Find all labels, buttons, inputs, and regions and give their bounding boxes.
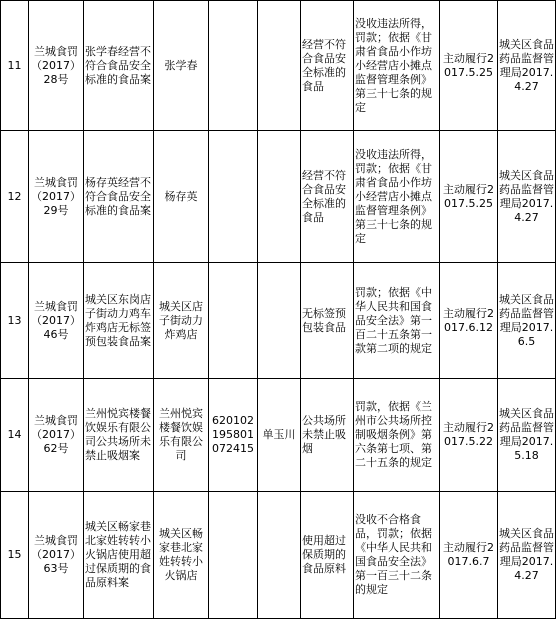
decision-number-cell: 兰城食罚（2017）28号 <box>29 1 84 131</box>
legal-representative-cell: 单玉川 <box>258 379 301 492</box>
performance-cell: 主动履行2017.6.7 <box>440 492 498 619</box>
performance-cell: 主动履行2017.6.12 <box>440 263 498 379</box>
penalty-basis-cell: 没收不合格食品，罚款；依据《中华人民共和国食品安全法》第一百三十二条的规定 <box>354 492 440 619</box>
id-number-cell <box>209 1 258 131</box>
table-row <box>1 379 556 492</box>
row-index-cell: 15 <box>1 492 29 619</box>
party-name-cell: 城关区店子街动力炸鸡店 <box>154 263 209 379</box>
performance-cell: 主动履行2017.5.25 <box>440 131 498 263</box>
decision-number-cell: 兰城食罚（2017）63号 <box>29 492 84 619</box>
legal-representative-cell <box>258 1 301 131</box>
case-name-cell: 城关区东岗店子街动力鸡车炸鸡店无标签预包装食品案 <box>84 263 154 379</box>
id-number-cell <box>209 263 258 379</box>
decision-number-cell: 兰城食罚（2017）46号 <box>29 263 84 379</box>
penalty-basis-cell: 罚款，依据《兰州市公共场所控制吸烟条例》第六条第七项、第二十五条的规定 <box>354 379 440 492</box>
id-number-cell: 620102195801072415 <box>209 379 258 492</box>
performance-cell: 主动履行2017.5.22 <box>440 379 498 492</box>
violation-facts-cell: 使用超过保质期的食品原料 <box>301 492 354 619</box>
authority-date-cell: 城关区食品药品监督管理局2017.6.5 <box>498 263 556 379</box>
violation-facts-cell: 无标签预包装食品 <box>301 263 354 379</box>
authority-date-cell: 城关区食品药品监督管理局2017.4.27 <box>498 1 556 131</box>
authority-date-cell: 城关区食品药品监督管理局2017.5.18 <box>498 379 556 492</box>
authority-date-cell: 城关区食品药品监督管理局2017.4.27 <box>498 492 556 619</box>
legal-representative-cell <box>258 492 301 619</box>
violation-facts-cell: 经营不符合食品安全标准的食品 <box>301 131 354 263</box>
row-index-cell: 13 <box>1 263 29 379</box>
decision-number-cell: 兰城食罚（2017）62号 <box>29 379 84 492</box>
table-row <box>1 263 556 379</box>
party-name-cell: 兰州悦宾楼餐饮娱乐有限公司 <box>154 379 209 492</box>
id-number-cell <box>209 492 258 619</box>
performance-cell: 主动履行2017.5.25 <box>440 1 498 131</box>
decision-number-cell: 兰城食罚（2017）29号 <box>29 131 84 263</box>
penalty-basis-cell: 没收违法所得，罚款；依据《甘肃省食品小作坊小经营店小摊点监督管理条例》第三十七条的规定 <box>354 1 440 131</box>
party-name-cell: 城关区畅家巷北家姓转转小火锅店 <box>154 492 209 619</box>
table-row <box>1 1 556 131</box>
party-name-cell: 张学春 <box>154 1 209 131</box>
authority-date-cell: 城关区食品药品监督管理局2017.4.27 <box>498 131 556 263</box>
table-row <box>1 131 556 263</box>
penalty-basis-cell: 罚款；依据《中华人民共和国食品安全法》第一百二十五条第一款第二项的规定 <box>354 263 440 379</box>
party-name-cell: 杨存英 <box>154 131 209 263</box>
case-name-cell: 杨存英经营不符合食品安全标准的食品案 <box>84 131 154 263</box>
row-index-cell: 14 <box>1 379 29 492</box>
legal-representative-cell <box>258 263 301 379</box>
id-number-cell <box>209 131 258 263</box>
row-index-cell: 11 <box>1 1 29 131</box>
penalty-basis-cell: 没收违法所得，罚款；依据《甘肃省食品小作坊小经营店小摊点监督管理条例》第三十七条的规定 <box>354 131 440 263</box>
case-name-cell: 兰州悦宾楼餐饮娱乐有限公司公共场所未禁止吸烟案 <box>84 379 154 492</box>
case-name-cell: 城关区畅家巷北家姓转转小火锅店使用超过保质期的食品原料案 <box>84 492 154 619</box>
violation-facts-cell: 经营不符合食品安全标准的食品 <box>301 1 354 131</box>
violation-facts-cell: 公共场所未禁止吸烟 <box>301 379 354 492</box>
table-row <box>1 492 556 619</box>
legal-representative-cell <box>258 131 301 263</box>
case-name-cell: 张学春经营不符合食品安全标准的食品案 <box>84 1 154 131</box>
row-index-cell: 12 <box>1 131 29 263</box>
